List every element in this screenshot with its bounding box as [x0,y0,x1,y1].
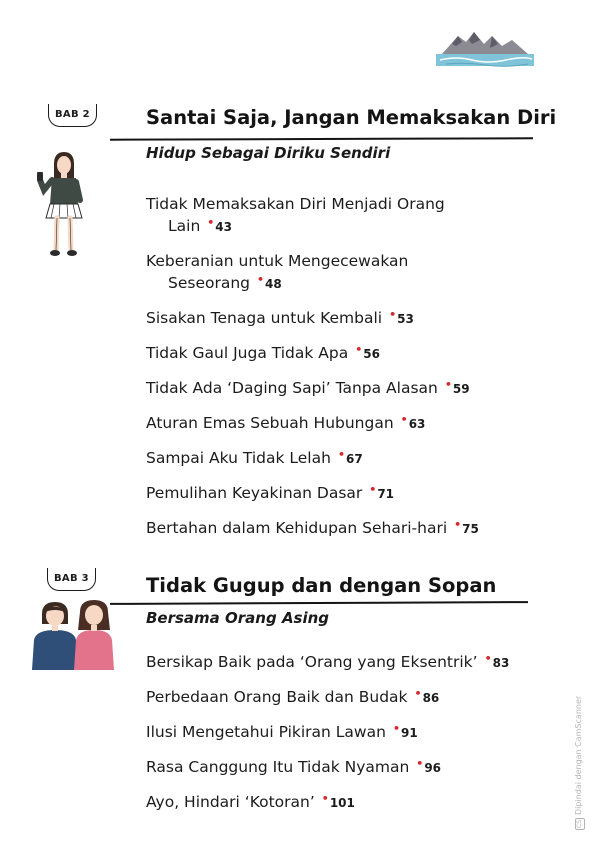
toc-entry [146,307,479,331]
red-dot-icon: • [400,413,408,426]
chapter-2-tag: BAB 2 [48,104,97,127]
chapter-2-contents [146,193,479,552]
toc-entry-title: Sisakan Tenaga untuk Kembali [146,309,383,327]
red-dot-icon: • [321,792,329,805]
toc-entry-title-cont: Lain [168,217,201,235]
toc-entry-title: Tidak Ada ‘Daging Sapi’ Tanpa Alasan [146,379,438,397]
toc-entry [146,721,509,745]
toc-entry-title: Sampai Aku Tidak Lelah [146,449,331,467]
chapter-3-contents [146,651,509,826]
toc-entry-title: Aturan Emas Sebuah Hubungan [146,414,394,432]
page-number: 43 [215,220,232,234]
scanner-watermark [574,696,585,830]
toc-entry-title: Bertahan dalam Kehidupan Sehari-hari [146,519,448,537]
red-dot-icon: • [392,722,400,735]
page-number: 83 [492,656,510,670]
toc-entry [146,342,479,366]
page-number: 48 [265,277,282,291]
red-dot-icon: • [257,273,265,286]
toc-entry-title: Tidak Memaksakan Diri Menjadi Orang [146,195,445,213]
toc-entry-title: Ayo, Hindari ‘Kotoran’ [146,793,315,811]
toc-entry [146,686,509,710]
toc-entry [146,377,479,401]
toc-entry-title: Perbedaan Orang Baik dan Budak [146,688,408,706]
toc-entry-title: Rasa Canggung Itu Tidak Nyaman [146,758,410,776]
toc-entry [146,651,509,675]
page-number: 53 [397,312,414,326]
red-dot-icon: • [337,448,345,461]
toc-entry-title: Tidak Gaul Juga Tidak Apa [146,344,349,362]
girl-with-phone-illustration [34,146,94,260]
page-number: 67 [345,452,363,466]
red-dot-icon: • [484,652,492,665]
red-dot-icon: • [207,216,215,229]
toc-entry [146,482,479,506]
red-dot-icon: • [389,308,397,321]
red-dot-icon: • [454,518,462,531]
chapter-3-tag: BAB 3 [47,568,96,591]
page-number: 91 [400,726,418,740]
chapter-3-divider [110,601,528,605]
red-dot-icon: • [444,378,452,391]
chapter-2-divider [110,137,533,140]
chapter-3-title: Tidak Gugup dan dengan Sopan [146,574,497,597]
page-number: 101 [329,796,355,810]
toc-entry-title: Bersikap Baik pada ‘Orang yang Eksentrik’ [146,653,478,671]
red-dot-icon: • [355,343,363,356]
red-dot-icon: • [416,757,424,770]
red-dot-icon: • [414,687,422,700]
page-number: 96 [424,761,442,775]
page-number: 75 [462,522,479,536]
toc-entry [146,791,509,815]
chapter-2-subtitle: Hidup Sebagai Diriku Sendiri [146,144,391,162]
toc-entry-title-cont: Seseorang [168,274,251,292]
toc-entry [146,250,479,296]
page-number: 59 [452,382,470,396]
page-number: 56 [363,347,380,361]
toc-entry [146,412,479,436]
toc-entry [146,193,479,239]
chapter-2-title: Santai Saja, Jangan Memaksakan Diri [146,106,557,129]
two-people-illustration [30,600,120,670]
page-number: 86 [422,691,440,705]
toc-entry-title: Ilusi Mengetahui Pikiran Lawan [146,723,386,741]
toc-entry [146,517,479,541]
camscanner-logo-icon: CS [576,820,583,828]
page-number: 63 [408,417,426,431]
toc-entry [146,756,509,780]
page-number: 71 [377,487,395,501]
toc-entry [146,447,479,471]
red-dot-icon: • [369,483,377,496]
toc-entry-title: Pemulihan Keyakinan Dasar [146,484,363,502]
toc-entry-title: Keberanian untuk Mengecewakan [146,252,409,270]
watermark-text: Dipindai dengan CamScanner [574,695,583,815]
mountain-lake-illustration [436,26,534,78]
chapter-3-subtitle: Bersama Orang Asing [146,609,330,627]
